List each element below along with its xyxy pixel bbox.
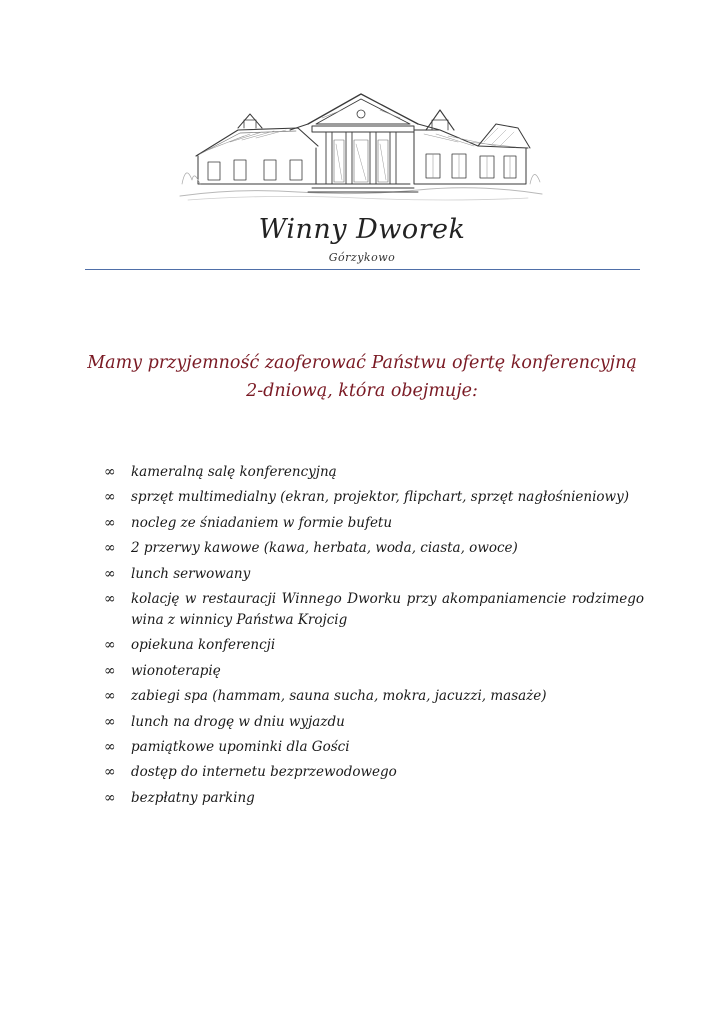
infinity-bullet-icon: ∞ (104, 489, 116, 506)
list-item (104, 487, 644, 508)
list-item (104, 589, 644, 631)
list-item (104, 788, 644, 809)
infinity-bullet-icon: ∞ (104, 590, 116, 607)
infinity-bullet-icon: ∞ (104, 540, 116, 557)
list-item (104, 737, 644, 758)
list-item-text: bezpłatny parking (131, 789, 255, 806)
list-item (104, 686, 644, 707)
infinity-bullet-icon: ∞ (104, 565, 116, 582)
list-item (104, 513, 644, 534)
manor-house-illustration (178, 84, 544, 204)
list-item-text: opiekuna konferencji (131, 637, 276, 654)
list-item (104, 661, 644, 682)
infinity-bullet-icon: ∞ (104, 662, 116, 679)
brand-subtitle: Górzykowo (328, 251, 396, 264)
infinity-bullet-icon: ∞ (104, 789, 116, 806)
list-item-text: 2 przerwy kawowe (kawa, herbata, woda, ciasta, owoce) (131, 540, 518, 557)
infinity-bullet-icon: ∞ (104, 688, 116, 705)
list-item (104, 762, 644, 783)
list-item-text: kameralną salę konferencyjną (131, 464, 337, 480)
list-item (104, 635, 644, 656)
headline-line-2: 2-dniową, która obejmuje: (246, 381, 478, 401)
list-item (104, 712, 644, 733)
infinity-bullet-icon: ∞ (104, 637, 116, 654)
offer-list (104, 462, 644, 813)
infinity-bullet-icon: ∞ (104, 514, 116, 531)
list-item-text: lunch na drogę w dniu wyjazdu (131, 713, 345, 730)
list-item-text: nocleg ze śniadaniem w formie bufetu (131, 514, 393, 531)
infinity-bullet-icon: ∞ (104, 764, 116, 781)
list-item (104, 462, 644, 483)
list-item-text: wionoterapię (131, 662, 221, 679)
list-item-text: pamiątkowe upominki dla Gości (131, 738, 350, 755)
list-item-text: dostęp do internetu bezprzewodowego (131, 764, 397, 781)
list-item-text: zabiegi spa (hammam, sauna sucha, mokra, jacuzzi, masaże) (131, 688, 547, 705)
infinity-bullet-icon: ∞ (104, 464, 116, 480)
header-divider (85, 269, 640, 270)
infinity-bullet-icon: ∞ (104, 713, 116, 730)
list-item (104, 564, 644, 585)
list-item-text: kolację w restauracji Winnego Dworku przy akompaniamencie rodzimego wina z winnicy Państwa Krojcig (131, 590, 644, 628)
list-item-text: sprzęt multimedialny (ekran, projektor, flipchart, sprzęt nagłośnieniowy) (131, 489, 630, 506)
headline-line-1: Mamy przyjemność zaoferować Państwu ofertę konferencyjną (87, 353, 637, 373)
infinity-bullet-icon: ∞ (104, 738, 116, 755)
list-item-text: lunch serwowany (131, 565, 251, 582)
brand-title: Winny Dworek (258, 214, 466, 245)
offer-headline (60, 349, 664, 405)
list-item (104, 538, 644, 559)
